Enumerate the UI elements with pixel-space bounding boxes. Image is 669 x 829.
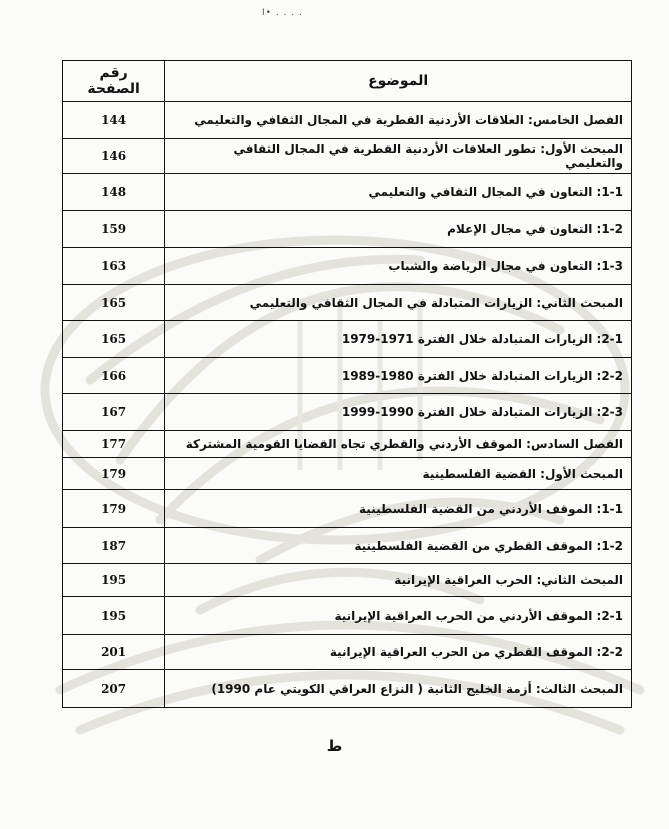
toc-entry-page: 179 (63, 458, 165, 490)
page-column-header: رقم الصفحة (63, 61, 165, 102)
toc-entry-page: 179 (63, 490, 165, 528)
toc-entry-title: 2-2: الموقف القطري من الحرب العراقية الإيرانية (165, 635, 632, 670)
toc-entry-title: 1-2: التعاون في مجال الإعلام (165, 211, 632, 248)
toc-row (63, 321, 632, 358)
toc-entry-title: 2-1: الزيارات المتبادلة خلال الفترة 1971-1979 (165, 321, 632, 358)
toc-entry-title: المبحث الثالث: أزمة الخليج الثانية ( النزاع العراقي الكويتي عام 1990) (165, 670, 632, 708)
toc-row (63, 635, 632, 670)
toc-row (63, 174, 632, 211)
toc-row (63, 211, 632, 248)
toc-entry-title: المبحث الأول: القضية الفلسطينية (165, 458, 632, 490)
toc-entry-title: 1-2: الموقف القطري من القضية الفلسطينية (165, 528, 632, 564)
toc-row (63, 564, 632, 597)
toc-entry-page: 165 (63, 321, 165, 358)
toc-entry-title: 2-1: الموقف الأردني من الحرب العراقية الإيرانية (165, 597, 632, 635)
toc-row (63, 285, 632, 321)
toc-row (63, 670, 632, 708)
toc-header-row (63, 61, 632, 102)
topic-column-header: الموضوع (165, 61, 632, 102)
toc-entry-title: 1-1: التعاون في المجال الثقافي والتعليمي (165, 174, 632, 211)
top-mark: I• . . . . (262, 8, 303, 18)
toc-row (63, 394, 632, 431)
toc-entry-page: 163 (63, 248, 165, 285)
toc-entry-page: 144 (63, 102, 165, 139)
toc-entry-page: 207 (63, 670, 165, 708)
toc-entry-title: المبحث الثاني: الحرب العراقية الإيرانية (165, 564, 632, 597)
toc-row (63, 358, 632, 394)
toc-table (62, 60, 632, 708)
toc-entry-page: 177 (63, 431, 165, 458)
toc-row (63, 458, 632, 490)
toc-row (63, 597, 632, 635)
toc-entry-page: 148 (63, 174, 165, 211)
toc-entry-page: 146 (63, 139, 165, 174)
toc-row (63, 102, 632, 139)
toc-entry-page: 167 (63, 394, 165, 431)
toc-row (63, 139, 632, 174)
toc-entry-title: المبحث الثاني: الزيارات المتبادلة في المجال الثقافي والتعليمي (165, 285, 632, 321)
toc-entry-title: 1-1: الموقف الأردني من القضية الفلسطينية (165, 490, 632, 528)
toc-entry-title: الفصل السادس: الموقف الأردني والقطري تجاه القضايا القومية المشتركة (165, 431, 632, 458)
toc-entry-title: 2-3: الزيارات المتبادلة خلال الفترة 1990-1999 (165, 394, 632, 431)
toc-entry-title: 2-2: الزيارات المتبادلة خلال الفترة 1980-1989 (165, 358, 632, 394)
toc-entry-page: 159 (63, 211, 165, 248)
toc-body (63, 102, 632, 708)
toc-row (63, 431, 632, 458)
toc-entry-page: 165 (63, 285, 165, 321)
toc-entry-page: 195 (63, 564, 165, 597)
toc-entry-title: المبحث الأول: تطور العلاقات الأردنية القطرية في المجال الثقافي والتعليمي (165, 139, 632, 174)
toc-entry-page: 166 (63, 358, 165, 394)
toc-entry-title: الفصل الخامس: العلاقات الأردنية القطرية في المجال الثقافي والتعليمي (165, 102, 632, 139)
toc-entry-page: 195 (63, 597, 165, 635)
toc-entry-title: 1-3: التعاون في مجال الرياضة والشباب (165, 248, 632, 285)
toc-entry-page: 187 (63, 528, 165, 564)
toc-entry-page: 201 (63, 635, 165, 670)
toc-row (63, 528, 632, 564)
toc-row (63, 490, 632, 528)
toc-row (63, 248, 632, 285)
page-number-footer: ط (326, 737, 343, 755)
